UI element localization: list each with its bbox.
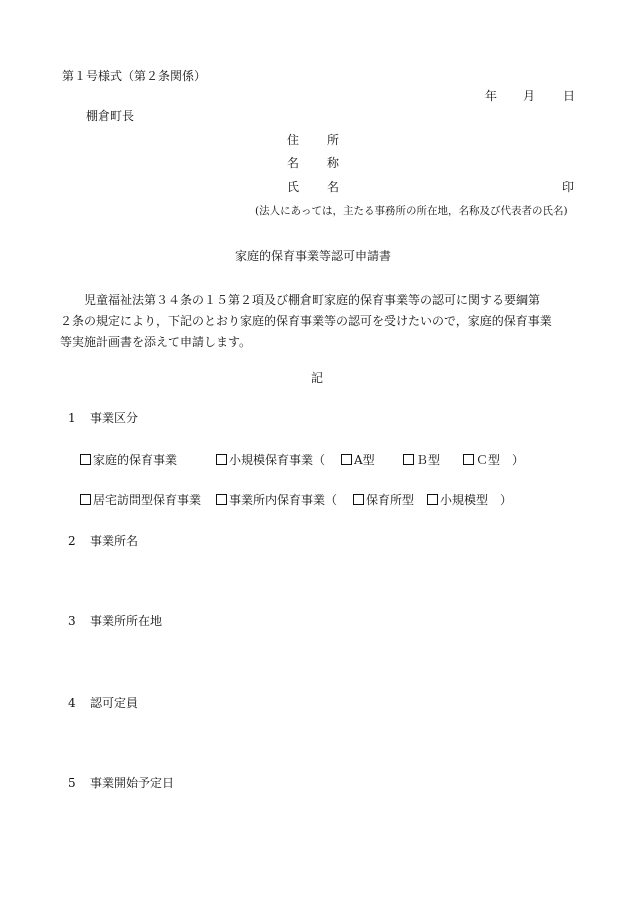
section-4-heading: 4 認可定員 <box>68 696 139 710</box>
option-workplace-daycare[interactable]: 事業所内保育事業（ <box>216 494 337 506</box>
ki-heading: 記 <box>311 371 324 385</box>
addressee: 棚倉町長 <box>86 109 135 123</box>
checkbox-icon[interactable] <box>341 454 352 465</box>
option-type-b[interactable]: Ｂ型 <box>403 454 440 466</box>
option-nursery-type[interactable]: 保育所型 <box>353 494 414 506</box>
option-home-visit-daycare[interactable]: 居宅訪問型保育事業 <box>80 494 201 506</box>
seal-mark: 印 <box>562 180 575 194</box>
date-day: 日 <box>563 89 576 103</box>
section-5-heading: 5 事業開始予定日 <box>68 776 175 790</box>
document-body <box>60 290 580 353</box>
checkbox-icon[interactable] <box>403 454 414 465</box>
section-3-heading: 3 事業所所在地 <box>68 614 163 628</box>
section-2-heading: 2 事業所名 <box>68 534 139 548</box>
body-line-1: 児童福祉法第３４条の１５第２項及び棚倉町家庭的保育事業等の認可に関する要綱第 <box>84 293 541 307</box>
option-home-daycare[interactable]: 家庭的保育事業 <box>80 454 177 466</box>
checkbox-icon[interactable] <box>216 454 227 465</box>
option-small-daycare[interactable]: 小規模保育事業（ <box>216 454 325 466</box>
address-label: 住 所 <box>287 133 339 147</box>
body-line-3: 等実施計画書を添えて申請します。 <box>60 335 252 349</box>
date-year: 年 <box>485 89 498 103</box>
section-1-heading: 1 事業区分 <box>68 411 139 425</box>
option-type-a[interactable]: A型 <box>341 454 375 466</box>
checkbox-icon[interactable] <box>353 494 364 505</box>
document-title: 家庭的保育事業等認可申請書 <box>235 249 392 263</box>
date-month: 月 <box>523 89 536 103</box>
checkbox-icon[interactable] <box>216 494 227 505</box>
body-line-2: ２条の規定により，下記のとおり家庭的保育事業等の認可を受けたいので，家庭的保育事業 <box>60 314 552 328</box>
form-number: 第１号様式（第２条関係） <box>62 69 207 83</box>
entity-name-label: 名 称 <box>287 156 339 170</box>
representative-name-label: 氏 名 <box>287 180 339 194</box>
option-small-scale-type[interactable]: 小規模型 ） <box>427 494 512 506</box>
applicant-note: (法人にあっては，主たる事務所の所在地，名称及び代表者の氏名) <box>255 205 568 217</box>
checkbox-icon[interactable] <box>463 454 474 465</box>
checkbox-icon[interactable] <box>427 494 438 505</box>
checkbox-icon[interactable] <box>80 454 91 465</box>
checkbox-icon[interactable] <box>80 494 91 505</box>
option-type-c[interactable]: Ｃ型 ） <box>463 454 524 466</box>
